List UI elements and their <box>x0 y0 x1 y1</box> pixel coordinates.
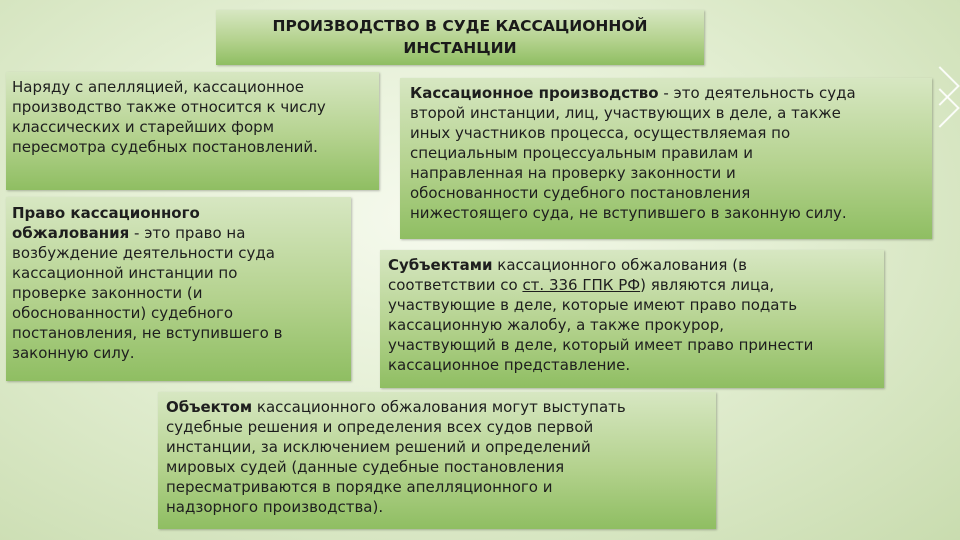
definition-text: - это деятельность суда второй инстанции, лиц, участвующих в деле, а также иных участников процесса, осуществляемая по специальным процессуальным правилам и направленная на проверку законности и обоснованности судебного постановления нижестоящего суда, не вступившего в законную силу. <box>410 84 856 222</box>
law-article-link[interactable]: ст. 336 ГПК РФ <box>522 276 641 294</box>
slide-title-text: ПРОИЗВОДСТВО В СУДЕ КАССАЦИОННОЙ ИНСТАНЦИИ <box>272 17 648 57</box>
intro-text: Наряду с апелляцией, кассационное производство также относится к числу классических и старейших форм пересмотра судебных постановлений. <box>12 78 326 156</box>
object-box <box>158 392 716 529</box>
right-to-appeal-term: Право кассационного обжалования <box>12 204 200 242</box>
right-to-appeal-text: - это право на возбуждение деятельности суда кассационной инстанции по проверке законности (и обоснованности) судебного постановления, не вступившего в законную силу. <box>12 224 283 362</box>
subjects-box <box>380 250 884 388</box>
intro-box <box>6 72 379 190</box>
right-to-appeal-box <box>6 197 351 381</box>
subjects-text-after: ) являются лица, участвующие в деле, которые имеют право подать кассационную жалобу, а также прокурор, участвующий в деле, который имеет право принести кассационное представление. <box>388 276 814 374</box>
object-text: кассационного обжалования могут выступать судебные решения и определения всех судов первой инстанции, за исключением решений и определений мировых судей (данные судебные постановления пересматриваются в порядке апелляционного и надзорного производства). <box>166 398 626 516</box>
object-term: Объектом <box>166 398 253 416</box>
slide-title <box>216 10 704 65</box>
subjects-term: Субъектами <box>388 256 493 274</box>
definition-term: Кассационное производство <box>410 84 659 102</box>
subjects-text-before: кассационного обжалования (в соответствии со <box>388 256 747 294</box>
definition-box <box>400 78 932 239</box>
